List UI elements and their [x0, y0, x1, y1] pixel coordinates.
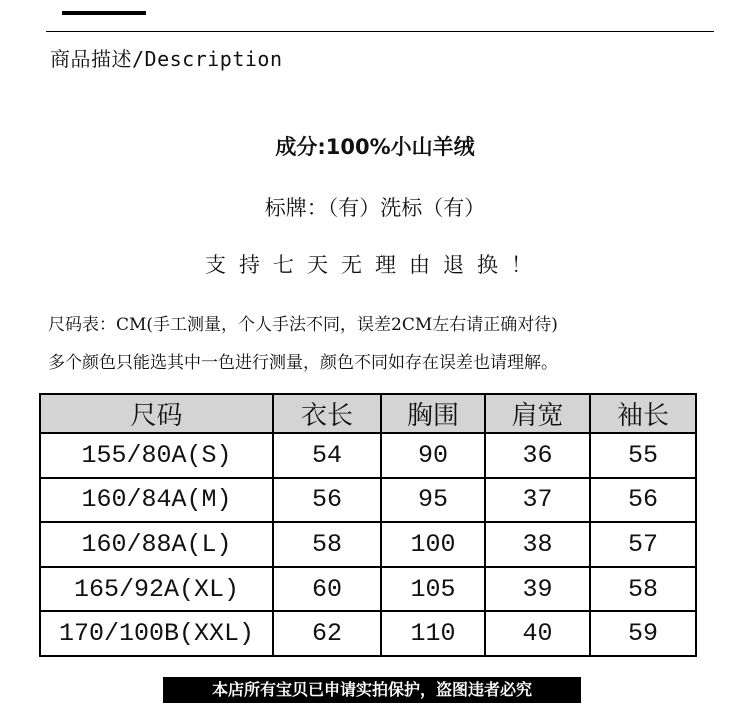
cell-length: 56: [273, 478, 381, 523]
cell-sleeve: 57: [590, 522, 696, 567]
cell-sleeve: 59: [590, 611, 696, 656]
size-chart-note: 尺码表：CM(手工测量，个人手法不同，误差2CM左右请正确对待): [48, 315, 558, 335]
cell-sleeve: 58: [590, 567, 696, 612]
cell-length: 54: [273, 433, 381, 478]
table-row: [40, 567, 696, 612]
cell-size: 170/100B(XXL): [40, 611, 273, 656]
cell-length: 58: [273, 522, 381, 567]
cell-size: 160/84A(M): [40, 478, 273, 523]
cell-chest: 90: [381, 433, 485, 478]
table-row: [40, 478, 696, 523]
cell-shoulder: 39: [485, 567, 590, 612]
labels-text: 标牌：（有）洗标（有）: [264, 196, 486, 220]
cell-shoulder: 38: [485, 522, 590, 567]
header-chest: 胸围: [381, 394, 485, 433]
cell-shoulder: 36: [485, 433, 590, 478]
cell-shoulder: 40: [485, 611, 590, 656]
cell-size: 155/80A(S): [40, 433, 273, 478]
table-header-row: [40, 394, 696, 433]
top-accent-bar: [62, 11, 146, 15]
returns-policy-text: 支持七天无理由退换！: [205, 253, 545, 277]
anti-theft-banner: 本店所有宝贝已申请实拍保护，盗图违者必究: [163, 677, 581, 703]
composition-text: 成分:100%小山羊绒: [275, 135, 475, 159]
table-row: [40, 433, 696, 478]
header-length: 衣长: [273, 394, 381, 433]
cell-size: 160/88A(L): [40, 522, 273, 567]
header-sleeve: 袖长: [590, 394, 696, 433]
color-measure-note: 多个颜色只能选其中一色进行测量，颜色不同如存在误差也请理解。: [48, 353, 558, 373]
cell-chest: 95: [381, 478, 485, 523]
cell-sleeve: 55: [590, 433, 696, 478]
table-row: [40, 522, 696, 567]
header-divider: [46, 31, 714, 32]
size-table: [39, 393, 697, 657]
header-shoulder: 肩宽: [485, 394, 590, 433]
cell-chest: 105: [381, 567, 485, 612]
cell-shoulder: 37: [485, 478, 590, 523]
cell-chest: 100: [381, 522, 485, 567]
cell-size: 165/92A(XL): [40, 567, 273, 612]
header-size: 尺码: [40, 394, 273, 433]
table-row: [40, 611, 696, 656]
section-title: 商品描述/Description: [50, 47, 283, 71]
cell-length: 62: [273, 611, 381, 656]
cell-chest: 110: [381, 611, 485, 656]
cell-sleeve: 56: [590, 478, 696, 523]
cell-length: 60: [273, 567, 381, 612]
